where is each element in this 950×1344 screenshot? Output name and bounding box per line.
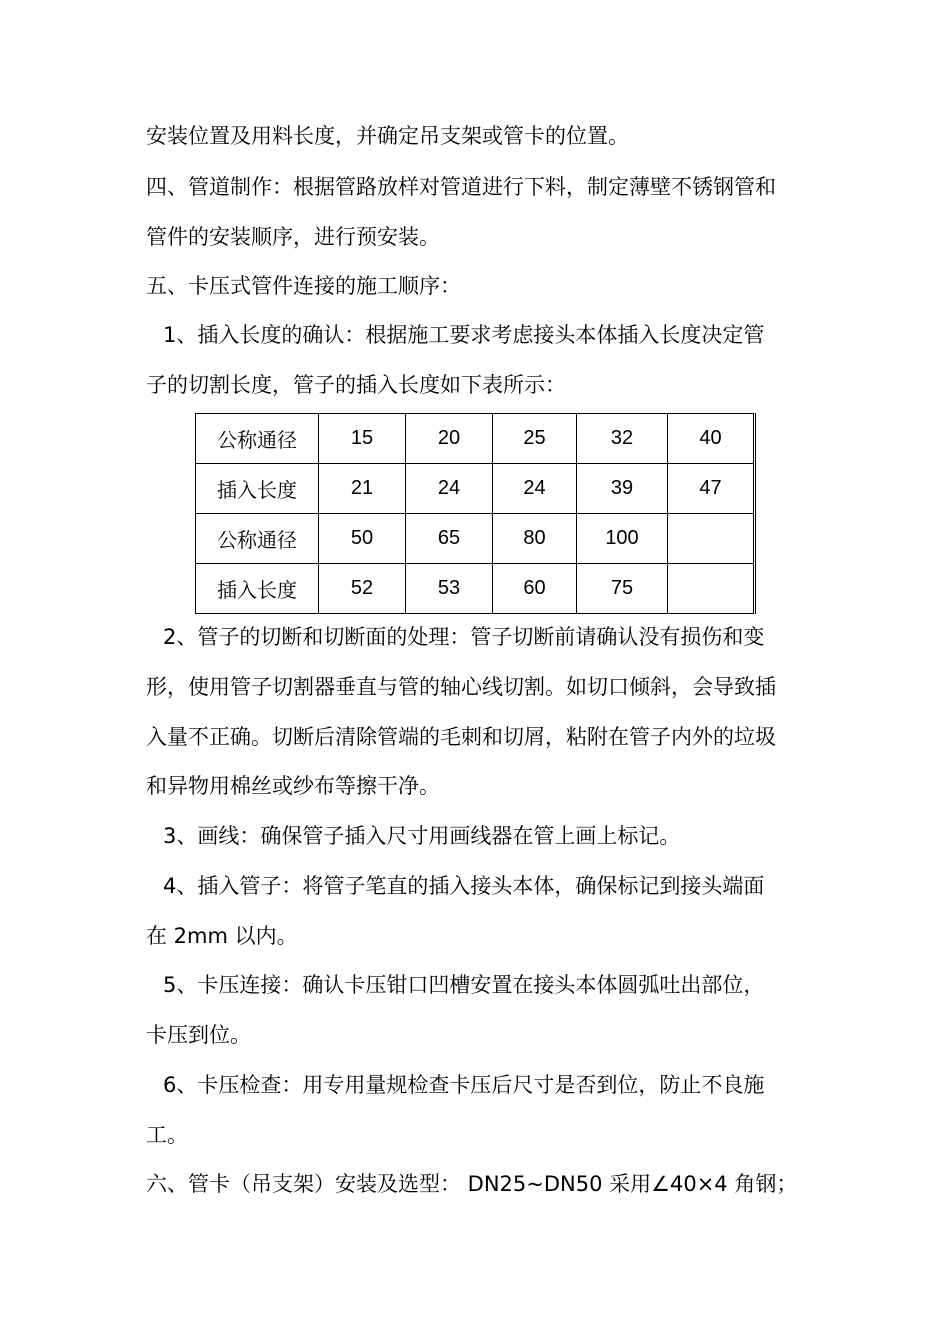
table-cell: [668, 564, 755, 614]
text-line-16: 6、卡压检查：用专用量规检查卡压后尺寸是否到位，防止不良施: [163, 1073, 765, 1097]
text-line-1: 安装位置及用料长度，并确定吊支架或管卡的位置。: [146, 124, 629, 148]
table-row: [196, 564, 755, 614]
table-cell: 15: [319, 414, 406, 464]
table-cell: 52: [319, 564, 406, 614]
text-line-7: 2、管子的切断和切断面的处理：管子切断前请确认没有损伤和变: [163, 625, 765, 649]
table-cell: 60: [493, 564, 577, 614]
text-line-18: 六、管卡（吊支架）安装及选型： DN25~DN50 采用∠40×4 角钢；: [146, 1172, 798, 1196]
text-line-10: 和异物用棉丝或纱布等擦干净。: [146, 774, 440, 798]
text-line-14: 5、卡压连接：确认卡压钳口凹槽安置在接头本体圆弧吐出部位，: [163, 973, 765, 997]
table-cell: 80: [493, 514, 577, 564]
text-line-4: 五、卡压式管件连接的施工顺序：: [146, 274, 461, 298]
table-cell: 插入长度: [196, 564, 319, 614]
table-cell: 25: [493, 414, 577, 464]
table-cell: 50: [319, 514, 406, 564]
text-line-17: 工。: [146, 1123, 188, 1147]
table-cell: 公称通径: [196, 514, 319, 564]
table-cell: 32: [577, 414, 668, 464]
text-line-2: 四、管道制作：根据管路放样对管道进行下料，制定薄壁不锈钢管和: [146, 175, 776, 199]
table-cell: 39: [577, 464, 668, 514]
text-line-15: 卡压到位。: [146, 1023, 251, 1047]
text-line-8: 形，使用管子切割器垂直与管的轴心线切割。如切口倾斜，会导致插: [146, 675, 776, 699]
text-line-9: 入量不正确。切断后清除管端的毛刺和切屑，粘附在管子内外的垃圾: [146, 725, 776, 749]
table-cell: 24: [406, 464, 493, 514]
table-row: [196, 514, 755, 564]
text-line-5: 1、插入长度的确认：根据施工要求考虑接头本体插入长度决定管: [163, 323, 765, 347]
table-cell: 65: [406, 514, 493, 564]
table-cell: 100: [577, 514, 668, 564]
text-line-3: 管件的安装顺序，进行预安装。: [146, 225, 440, 249]
table-cell: 40: [668, 414, 755, 464]
table-cell: 插入长度: [196, 464, 319, 514]
text-line-13: 在 2mm 以内。: [146, 924, 298, 948]
table-cell: 75: [577, 564, 668, 614]
table-cell: 20: [406, 414, 493, 464]
table-cell: [668, 514, 755, 564]
text-line-6: 子的切割长度，管子的插入长度如下表所示：: [146, 373, 566, 397]
table-cell: 公称通径: [196, 414, 319, 464]
table-cell: 21: [319, 464, 406, 514]
table-row: [196, 414, 755, 464]
insertion-length-table: [195, 413, 756, 614]
table-cell: 53: [406, 564, 493, 614]
table-cell: 24: [493, 464, 577, 514]
table-row: [196, 464, 755, 514]
text-line-11: 3、画线：确保管子插入尺寸用画线器在管上画上标记。: [163, 824, 681, 848]
table-cell: 47: [668, 464, 755, 514]
text-line-12: 4、插入管子：将管子笔直的插入接头本体，确保标记到接头端面: [163, 874, 765, 898]
